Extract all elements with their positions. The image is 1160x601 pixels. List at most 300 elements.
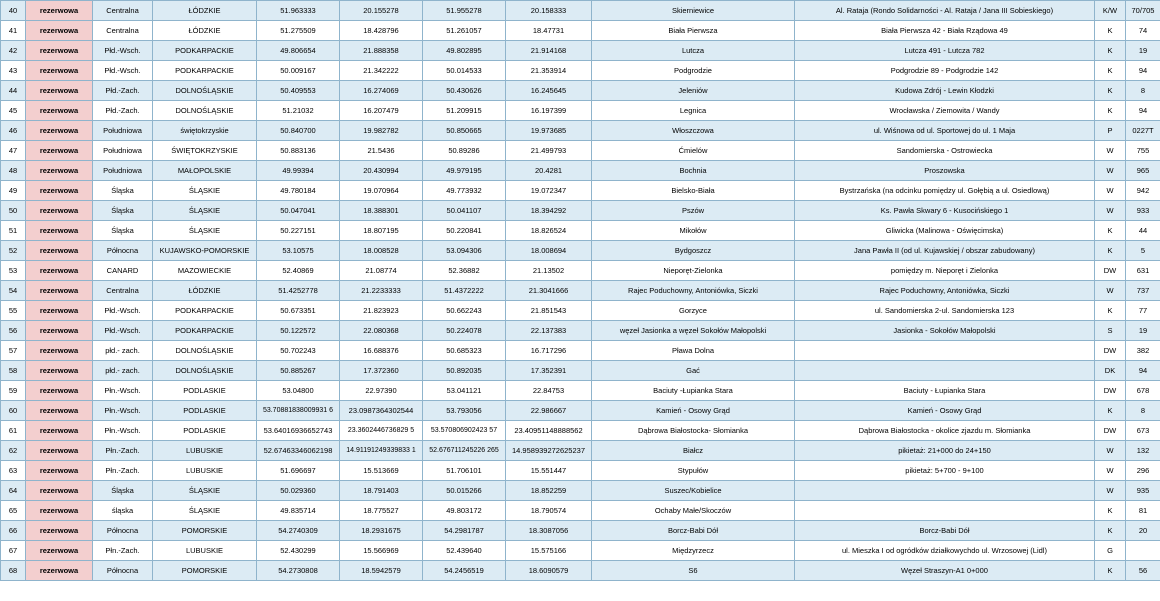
status-cell[interactable]: rezerwowa (26, 101, 93, 121)
road-category-cell[interactable]: DW (1095, 341, 1126, 361)
road-number-cell[interactable]: 8 (1126, 401, 1160, 421)
status-cell[interactable]: rezerwowa (26, 201, 93, 221)
row-number-cell[interactable]: 52 (1, 241, 26, 261)
start-lat-cell[interactable]: 51.696697 (257, 461, 340, 481)
start-lat-cell[interactable]: 50.009167 (257, 61, 340, 81)
section-description-cell[interactable]: Wrocławska / Ziemowita / Wandy (795, 101, 1095, 121)
road-category-cell[interactable]: W (1095, 441, 1126, 461)
status-cell[interactable]: rezerwowa (26, 441, 93, 461)
start-lat-cell[interactable]: 51.963333 (257, 1, 340, 21)
start-lat-cell[interactable]: 50.702243 (257, 341, 340, 361)
location-cell[interactable]: Bydgoszcz (592, 241, 795, 261)
end-lon-cell[interactable]: 16.717296 (506, 341, 592, 361)
row-number-cell[interactable]: 50 (1, 201, 26, 221)
road-number-cell[interactable]: 74 (1126, 21, 1160, 41)
road-category-cell[interactable]: W (1095, 281, 1126, 301)
location-cell[interactable]: Lutcza (592, 41, 795, 61)
location-cell[interactable]: Podgrodzie (592, 61, 795, 81)
start-lat-cell[interactable]: 54.2730808 (257, 561, 340, 581)
location-cell[interactable]: Biała Pierwsza (592, 21, 795, 41)
end-lon-cell[interactable]: 21.353914 (506, 61, 592, 81)
start-lat-cell[interactable]: 49.780184 (257, 181, 340, 201)
end-lon-cell[interactable]: 21.13502 (506, 261, 592, 281)
status-cell[interactable]: rezerwowa (26, 161, 93, 181)
start-lon-cell[interactable]: 18.791403 (340, 481, 423, 501)
row-number-cell[interactable]: 63 (1, 461, 26, 481)
status-cell[interactable]: rezerwowa (26, 121, 93, 141)
road-category-cell[interactable]: K (1095, 561, 1126, 581)
section-description-cell[interactable]: Węzeł Straszyn-A1 0+000 (795, 561, 1095, 581)
end-lat-cell[interactable]: 53.094306 (423, 241, 506, 261)
end-lat-cell[interactable]: 49.803172 (423, 501, 506, 521)
end-lat-cell[interactable]: 52.676711245226 265 (423, 441, 506, 461)
region-cell[interactable]: Północna (93, 241, 153, 261)
section-description-cell[interactable] (795, 481, 1095, 501)
region-cell[interactable]: Południowa (93, 141, 153, 161)
end-lon-cell[interactable]: 19.973685 (506, 121, 592, 141)
voivodeship-cell[interactable]: ŚLĄSKIE (153, 501, 257, 521)
location-cell[interactable]: Białcz (592, 441, 795, 461)
start-lat-cell[interactable]: 53.04800 (257, 381, 340, 401)
road-category-cell[interactable]: K (1095, 41, 1126, 61)
end-lon-cell[interactable]: 18.6090579 (506, 561, 592, 581)
road-category-cell[interactable]: K (1095, 61, 1126, 81)
row-number-cell[interactable]: 48 (1, 161, 26, 181)
voivodeship-cell[interactable]: ŁÓDZKIE (153, 1, 257, 21)
road-category-cell[interactable]: K (1095, 101, 1126, 121)
start-lat-cell[interactable]: 51.21032 (257, 101, 340, 121)
start-lon-cell[interactable]: 18.388301 (340, 201, 423, 221)
region-cell[interactable]: Południowa (93, 121, 153, 141)
section-description-cell[interactable]: Baciuty - Łupianka Stara (795, 381, 1095, 401)
status-cell[interactable]: rezerwowa (26, 221, 93, 241)
section-description-cell[interactable]: Gliwicka (Malinowa - Oświęcimska) (795, 221, 1095, 241)
end-lat-cell[interactable]: 50.015266 (423, 481, 506, 501)
road-number-cell[interactable]: 94 (1126, 101, 1160, 121)
road-number-cell[interactable] (1126, 541, 1160, 561)
status-cell[interactable]: rezerwowa (26, 181, 93, 201)
region-cell[interactable]: Śląska (93, 201, 153, 221)
road-category-cell[interactable]: K (1095, 501, 1126, 521)
region-cell[interactable]: Płn.-Wsch. (93, 381, 153, 401)
voivodeship-cell[interactable]: KUJAWSKO-POMORSKIE (153, 241, 257, 261)
status-cell[interactable]: rezerwowa (26, 81, 93, 101)
region-cell[interactable]: Płd.-Wsch. (93, 61, 153, 81)
start-lat-cell[interactable]: 51.275509 (257, 21, 340, 41)
voivodeship-cell[interactable]: LUBUSKIE (153, 441, 257, 461)
location-cell[interactable]: Baciuty -Łupianka Stara (592, 381, 795, 401)
status-cell[interactable]: rezerwowa (26, 361, 93, 381)
road-number-cell[interactable]: 673 (1126, 421, 1160, 441)
end-lon-cell[interactable]: 22.84753 (506, 381, 592, 401)
start-lon-cell[interactable]: 21.5436 (340, 141, 423, 161)
section-description-cell[interactable]: Jana Pawła II (od ul. Kujawskiej / obszar zabudowany) (795, 241, 1095, 261)
row-number-cell[interactable]: 57 (1, 341, 26, 361)
end-lat-cell[interactable]: 50.220841 (423, 221, 506, 241)
location-cell[interactable]: Legnica (592, 101, 795, 121)
status-cell[interactable]: rezerwowa (26, 421, 93, 441)
start-lon-cell[interactable]: 21.342222 (340, 61, 423, 81)
region-cell[interactable]: Centralna (93, 281, 153, 301)
start-lon-cell[interactable]: 20.155278 (340, 1, 423, 21)
location-cell[interactable]: węzeł Jasionka a węzeł Sokołów Małopolski (592, 321, 795, 341)
location-cell[interactable]: Rajec Poduchowny, Antoniówka, Siczki (592, 281, 795, 301)
location-cell[interactable]: Ochaby Małe/Skoczów (592, 501, 795, 521)
region-cell[interactable]: Płn.-Zach. (93, 441, 153, 461)
road-number-cell[interactable]: 737 (1126, 281, 1160, 301)
region-cell[interactable]: Północna (93, 521, 153, 541)
road-category-cell[interactable]: K/W (1095, 1, 1126, 21)
voivodeship-cell[interactable]: MAZOWIECKIE (153, 261, 257, 281)
region-cell[interactable]: Północna (93, 561, 153, 581)
section-description-cell[interactable]: pikietaż: 21+000 do 24+150 (795, 441, 1095, 461)
start-lon-cell[interactable]: 18.5942579 (340, 561, 423, 581)
section-description-cell[interactable]: Bystrzańska (na odcinku pomiędzy ul. Gołębią a ul. Osiedlową) (795, 181, 1095, 201)
end-lat-cell[interactable]: 51.4372222 (423, 281, 506, 301)
end-lat-cell[interactable]: 51.261057 (423, 21, 506, 41)
start-lon-cell[interactable]: 21.823923 (340, 301, 423, 321)
road-number-cell[interactable]: 296 (1126, 461, 1160, 481)
row-number-cell[interactable]: 64 (1, 481, 26, 501)
road-category-cell[interactable]: W (1095, 161, 1126, 181)
road-category-cell[interactable]: W (1095, 481, 1126, 501)
row-number-cell[interactable]: 51 (1, 221, 26, 241)
road-number-cell[interactable]: 933 (1126, 201, 1160, 221)
road-category-cell[interactable]: W (1095, 141, 1126, 161)
road-number-cell[interactable]: 94 (1126, 61, 1160, 81)
end-lon-cell[interactable]: 15.575166 (506, 541, 592, 561)
region-cell[interactable]: CANARD (93, 261, 153, 281)
end-lon-cell[interactable]: 22.986667 (506, 401, 592, 421)
start-lon-cell[interactable]: 20.430994 (340, 161, 423, 181)
status-cell[interactable]: rezerwowa (26, 1, 93, 21)
location-cell[interactable]: Skierniewice (592, 1, 795, 21)
end-lon-cell[interactable]: 20.158333 (506, 1, 592, 21)
status-cell[interactable]: rezerwowa (26, 381, 93, 401)
start-lon-cell[interactable]: 18.008528 (340, 241, 423, 261)
row-number-cell[interactable]: 46 (1, 121, 26, 141)
location-cell[interactable]: Nieporęt-Zielonka (592, 261, 795, 281)
section-description-cell[interactable]: Lutcza 491 - Lutcza 782 (795, 41, 1095, 61)
end-lat-cell[interactable]: 51.955278 (423, 1, 506, 21)
region-cell[interactable]: Śląska (93, 181, 153, 201)
end-lon-cell[interactable]: 16.245645 (506, 81, 592, 101)
row-number-cell[interactable]: 53 (1, 261, 26, 281)
start-lat-cell[interactable]: 53.70881838009931 6 (257, 401, 340, 421)
voivodeship-cell[interactable]: DOLNOŚLĄSKIE (153, 341, 257, 361)
status-cell[interactable]: rezerwowa (26, 481, 93, 501)
region-cell[interactable]: Płd.-Wsch. (93, 301, 153, 321)
section-description-cell[interactable] (795, 501, 1095, 521)
status-cell[interactable]: rezerwowa (26, 341, 93, 361)
end-lat-cell[interactable]: 50.430626 (423, 81, 506, 101)
road-number-cell[interactable]: 935 (1126, 481, 1160, 501)
road-category-cell[interactable]: G (1095, 541, 1126, 561)
road-category-cell[interactable]: DK (1095, 361, 1126, 381)
start-lon-cell[interactable]: 17.372360 (340, 361, 423, 381)
start-lon-cell[interactable]: 18.775527 (340, 501, 423, 521)
start-lat-cell[interactable]: 51.4252778 (257, 281, 340, 301)
section-description-cell[interactable]: Jasionka - Sokołów Małopolski (795, 321, 1095, 341)
end-lon-cell[interactable]: 21.499793 (506, 141, 592, 161)
row-number-cell[interactable]: 68 (1, 561, 26, 581)
section-description-cell[interactable]: pikietaż: 5+700 - 9+100 (795, 461, 1095, 481)
road-category-cell[interactable]: DW (1095, 421, 1126, 441)
region-cell[interactable]: Śląska (93, 221, 153, 241)
section-description-cell[interactable]: Podgrodzie 89 - Podgrodzie 142 (795, 61, 1095, 81)
end-lat-cell[interactable]: 50.041107 (423, 201, 506, 221)
end-lat-cell[interactable]: 50.892035 (423, 361, 506, 381)
end-lon-cell[interactable]: 18.47731 (506, 21, 592, 41)
road-number-cell[interactable]: 19 (1126, 41, 1160, 61)
end-lon-cell[interactable]: 21.851543 (506, 301, 592, 321)
status-cell[interactable]: rezerwowa (26, 241, 93, 261)
region-cell[interactable]: Płn.-Zach. (93, 461, 153, 481)
start-lon-cell[interactable]: 18.807195 (340, 221, 423, 241)
location-cell[interactable]: Bochnia (592, 161, 795, 181)
region-cell[interactable]: Płn.-Zach. (93, 541, 153, 561)
start-lon-cell[interactable]: 18.2931675 (340, 521, 423, 541)
start-lon-cell[interactable]: 23.0987364302544 (340, 401, 423, 421)
end-lat-cell[interactable]: 51.706101 (423, 461, 506, 481)
end-lat-cell[interactable]: 53.793056 (423, 401, 506, 421)
road-number-cell[interactable]: 755 (1126, 141, 1160, 161)
voivodeship-cell[interactable]: LUBUSKIE (153, 541, 257, 561)
voivodeship-cell[interactable]: POMORSKIE (153, 561, 257, 581)
start-lat-cell[interactable]: 50.029360 (257, 481, 340, 501)
end-lat-cell[interactable]: 53.570806902423 57 (423, 421, 506, 441)
voivodeship-cell[interactable]: PODLASKIE (153, 421, 257, 441)
row-number-cell[interactable]: 61 (1, 421, 26, 441)
voivodeship-cell[interactable]: ŚWIĘTOKRZYSKIE (153, 141, 257, 161)
location-cell[interactable]: Międzyrzecz (592, 541, 795, 561)
start-lat-cell[interactable]: 50.883136 (257, 141, 340, 161)
voivodeship-cell[interactable]: PODKARPACKIE (153, 61, 257, 81)
voivodeship-cell[interactable]: ŁÓDZKIE (153, 281, 257, 301)
end-lon-cell[interactable]: 21.3041666 (506, 281, 592, 301)
location-cell[interactable]: S6 (592, 561, 795, 581)
region-cell[interactable]: Centralna (93, 1, 153, 21)
end-lat-cell[interactable]: 50.850665 (423, 121, 506, 141)
road-number-cell[interactable]: 5 (1126, 241, 1160, 261)
voivodeship-cell[interactable]: świętokrzyskie (153, 121, 257, 141)
road-category-cell[interactable]: K (1095, 521, 1126, 541)
voivodeship-cell[interactable]: ŚLĄSKIE (153, 181, 257, 201)
road-number-cell[interactable]: 8 (1126, 81, 1160, 101)
start-lon-cell[interactable]: 22.080368 (340, 321, 423, 341)
row-number-cell[interactable]: 45 (1, 101, 26, 121)
end-lon-cell[interactable]: 23.40951148888562 (506, 421, 592, 441)
section-description-cell[interactable]: Kamień - Osowy Grąd (795, 401, 1095, 421)
region-cell[interactable]: Płd.-Zach. (93, 101, 153, 121)
region-cell[interactable]: płd.- zach. (93, 361, 153, 381)
end-lon-cell[interactable]: 17.352391 (506, 361, 592, 381)
road-number-cell[interactable]: 132 (1126, 441, 1160, 461)
end-lat-cell[interactable]: 49.802895 (423, 41, 506, 61)
road-category-cell[interactable]: W (1095, 181, 1126, 201)
section-description-cell[interactable]: ul. Wiśnowa od ul. Sportowej do ul. 1 Maja (795, 121, 1095, 141)
row-number-cell[interactable]: 65 (1, 501, 26, 521)
start-lat-cell[interactable]: 50.409553 (257, 81, 340, 101)
region-cell[interactable]: płd.- zach. (93, 341, 153, 361)
section-description-cell[interactable]: ul. Sandomierska 2-ul. Sandomierska 123 (795, 301, 1095, 321)
start-lat-cell[interactable]: 52.430299 (257, 541, 340, 561)
row-number-cell[interactable]: 67 (1, 541, 26, 561)
location-cell[interactable]: Mikołów (592, 221, 795, 241)
end-lat-cell[interactable]: 54.2456519 (423, 561, 506, 581)
voivodeship-cell[interactable]: ŚLĄSKIE (153, 221, 257, 241)
road-category-cell[interactable]: K (1095, 301, 1126, 321)
row-number-cell[interactable]: 44 (1, 81, 26, 101)
road-number-cell[interactable]: 382 (1126, 341, 1160, 361)
end-lon-cell[interactable]: 19.072347 (506, 181, 592, 201)
start-lon-cell[interactable]: 22.97390 (340, 381, 423, 401)
status-cell[interactable]: rezerwowa (26, 21, 93, 41)
start-lon-cell[interactable]: 16.274069 (340, 81, 423, 101)
start-lat-cell[interactable]: 49.806654 (257, 41, 340, 61)
start-lon-cell[interactable]: 23.3602446736829 5 (340, 421, 423, 441)
location-cell[interactable]: Borcz-Babi Dół (592, 521, 795, 541)
voivodeship-cell[interactable]: POMORSKIE (153, 521, 257, 541)
region-cell[interactable]: Płd.-Wsch. (93, 321, 153, 341)
end-lon-cell[interactable]: 18.008694 (506, 241, 592, 261)
region-cell[interactable]: Płn.-Wsch. (93, 401, 153, 421)
voivodeship-cell[interactable]: DOLNOŚLĄSKIE (153, 81, 257, 101)
section-description-cell[interactable]: Proszowska (795, 161, 1095, 181)
voivodeship-cell[interactable]: DOLNOŚLĄSKIE (153, 101, 257, 121)
status-cell[interactable]: rezerwowa (26, 521, 93, 541)
end-lat-cell[interactable]: 52.36882 (423, 261, 506, 281)
road-number-cell[interactable]: 20 (1126, 521, 1160, 541)
location-cell[interactable]: Gać (592, 361, 795, 381)
row-number-cell[interactable]: 62 (1, 441, 26, 461)
road-number-cell[interactable]: 77 (1126, 301, 1160, 321)
status-cell[interactable]: rezerwowa (26, 501, 93, 521)
section-description-cell[interactable] (795, 341, 1095, 361)
end-lat-cell[interactable]: 49.979195 (423, 161, 506, 181)
location-cell[interactable]: Suszec/Kobielice (592, 481, 795, 501)
section-description-cell[interactable]: Borcz-Babi Dół (795, 521, 1095, 541)
voivodeship-cell[interactable]: LUBUSKIE (153, 461, 257, 481)
end-lat-cell[interactable]: 50.662243 (423, 301, 506, 321)
end-lat-cell[interactable]: 54.2981787 (423, 521, 506, 541)
location-cell[interactable]: Kamień - Osowy Grąd (592, 401, 795, 421)
end-lon-cell[interactable]: 18.790574 (506, 501, 592, 521)
end-lat-cell[interactable]: 50.224078 (423, 321, 506, 341)
voivodeship-cell[interactable]: PODLASKIE (153, 401, 257, 421)
region-cell[interactable]: Płn.-Wsch. (93, 421, 153, 441)
section-description-cell[interactable]: Rajec Poduchowny, Antoniówka, Siczki (795, 281, 1095, 301)
road-number-cell[interactable]: 0227T (1126, 121, 1160, 141)
voivodeship-cell[interactable]: ŁÓDZKIE (153, 21, 257, 41)
row-number-cell[interactable]: 66 (1, 521, 26, 541)
section-description-cell[interactable]: Kudowa Zdrój - Lewin Kłodzki (795, 81, 1095, 101)
start-lat-cell[interactable]: 50.673351 (257, 301, 340, 321)
status-cell[interactable]: rezerwowa (26, 561, 93, 581)
road-number-cell[interactable]: 81 (1126, 501, 1160, 521)
location-cell[interactable]: Pszów (592, 201, 795, 221)
status-cell[interactable]: rezerwowa (26, 281, 93, 301)
row-number-cell[interactable]: 42 (1, 41, 26, 61)
location-cell[interactable]: Włoszczowa (592, 121, 795, 141)
voivodeship-cell[interactable]: PODKARPACKIE (153, 41, 257, 61)
start-lon-cell[interactable]: 15.566969 (340, 541, 423, 561)
end-lon-cell[interactable]: 21.914168 (506, 41, 592, 61)
start-lat-cell[interactable]: 50.840700 (257, 121, 340, 141)
status-cell[interactable]: rezerwowa (26, 61, 93, 81)
road-number-cell[interactable]: 965 (1126, 161, 1160, 181)
end-lat-cell[interactable]: 50.014533 (423, 61, 506, 81)
section-description-cell[interactable]: pomiędzy m. Nieporęt i Zielonka (795, 261, 1095, 281)
end-lat-cell[interactable]: 51.209915 (423, 101, 506, 121)
region-cell[interactable]: Centralna (93, 21, 153, 41)
start-lat-cell[interactable]: 50.885267 (257, 361, 340, 381)
row-number-cell[interactable]: 59 (1, 381, 26, 401)
section-description-cell[interactable]: Ks. Pawła Skwary 6 - Kusocińskiego 1 (795, 201, 1095, 221)
status-cell[interactable]: rezerwowa (26, 401, 93, 421)
road-number-cell[interactable]: 19 (1126, 321, 1160, 341)
start-lat-cell[interactable]: 49.99394 (257, 161, 340, 181)
voivodeship-cell[interactable]: ŚLĄSKIE (153, 481, 257, 501)
road-category-cell[interactable]: S (1095, 321, 1126, 341)
row-number-cell[interactable]: 55 (1, 301, 26, 321)
start-lat-cell[interactable]: 50.227151 (257, 221, 340, 241)
section-description-cell[interactable]: Dąbrowa Białostocka - okolice zjazdu m. Słomianka (795, 421, 1095, 441)
end-lon-cell[interactable]: 22.137383 (506, 321, 592, 341)
status-cell[interactable]: rezerwowa (26, 461, 93, 481)
road-category-cell[interactable]: K (1095, 401, 1126, 421)
start-lon-cell[interactable]: 14.91191249339833 1 (340, 441, 423, 461)
row-number-cell[interactable]: 49 (1, 181, 26, 201)
road-category-cell[interactable]: P (1095, 121, 1126, 141)
start-lat-cell[interactable]: 53.10575 (257, 241, 340, 261)
road-number-cell[interactable]: 44 (1126, 221, 1160, 241)
voivodeship-cell[interactable]: PODKARPACKIE (153, 321, 257, 341)
section-description-cell[interactable]: ul. Mieszka I od ogródków działkowychdo ul. Wrzosowej (Lidl) (795, 541, 1095, 561)
row-number-cell[interactable]: 47 (1, 141, 26, 161)
end-lat-cell[interactable]: 52.439640 (423, 541, 506, 561)
end-lon-cell[interactable]: 14.958939272625237 (506, 441, 592, 461)
road-category-cell[interactable]: K (1095, 221, 1126, 241)
end-lat-cell[interactable]: 53.041121 (423, 381, 506, 401)
voivodeship-cell[interactable]: PODKARPACKIE (153, 301, 257, 321)
section-description-cell[interactable]: Al. Rataja (Rondo Solidarności - Al. Rataja / Jana III Sobieskiego) (795, 1, 1095, 21)
start-lon-cell[interactable]: 16.207479 (340, 101, 423, 121)
road-category-cell[interactable]: K (1095, 21, 1126, 41)
road-category-cell[interactable]: W (1095, 201, 1126, 221)
road-category-cell[interactable]: DW (1095, 381, 1126, 401)
region-cell[interactable]: śląska (93, 501, 153, 521)
start-lon-cell[interactable]: 18.428796 (340, 21, 423, 41)
row-number-cell[interactable]: 43 (1, 61, 26, 81)
start-lon-cell[interactable]: 19.070964 (340, 181, 423, 201)
status-cell[interactable]: rezerwowa (26, 141, 93, 161)
region-cell[interactable]: Płd.-Wsch. (93, 41, 153, 61)
location-cell[interactable]: Gorzyce (592, 301, 795, 321)
status-cell[interactable]: rezerwowa (26, 41, 93, 61)
road-category-cell[interactable]: DW (1095, 261, 1126, 281)
section-description-cell[interactable] (795, 361, 1095, 381)
start-lon-cell[interactable]: 19.982782 (340, 121, 423, 141)
end-lon-cell[interactable]: 18.394292 (506, 201, 592, 221)
road-category-cell[interactable]: K (1095, 81, 1126, 101)
start-lat-cell[interactable]: 50.047041 (257, 201, 340, 221)
status-cell[interactable]: rezerwowa (26, 261, 93, 281)
status-cell[interactable]: rezerwowa (26, 321, 93, 341)
start-lat-cell[interactable]: 49.835714 (257, 501, 340, 521)
start-lat-cell[interactable]: 52.67463346062198 (257, 441, 340, 461)
voivodeship-cell[interactable]: MAŁOPOLSKIE (153, 161, 257, 181)
